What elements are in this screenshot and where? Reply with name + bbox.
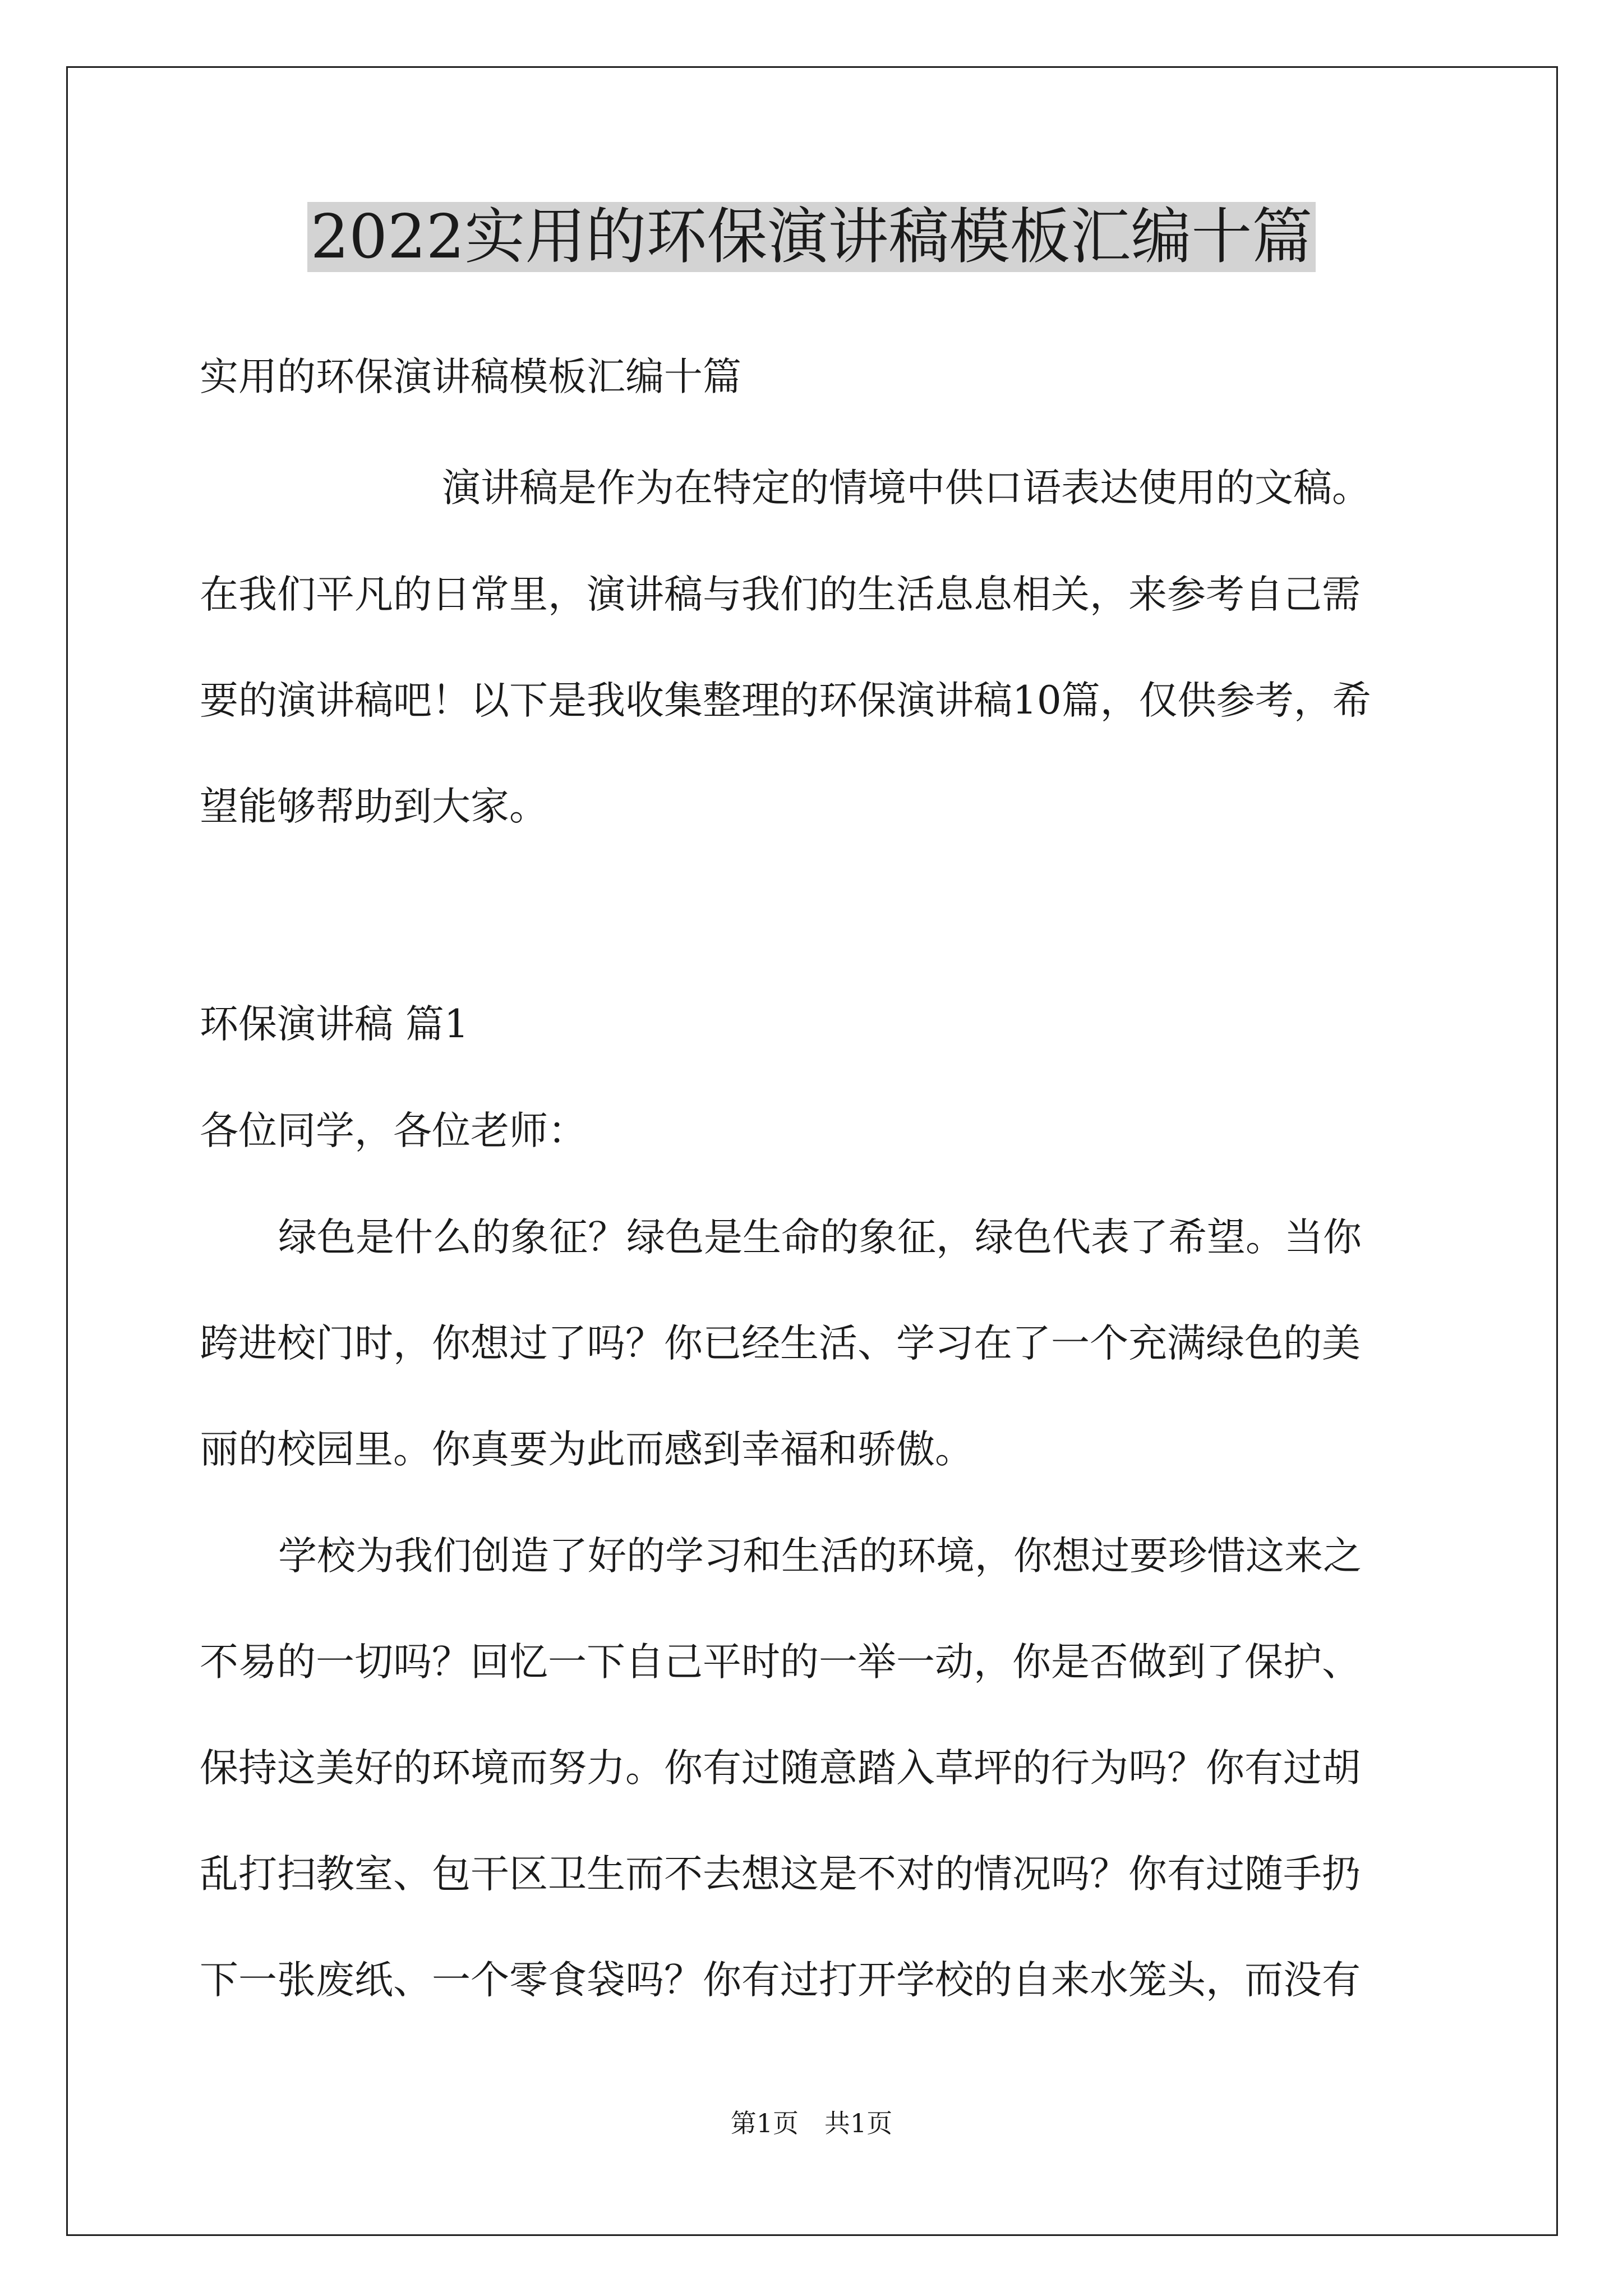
paragraph2-line-2: 不易的一切吗？回忆一下自己平时的一举一动，你是否做到了保护、 — [200, 1640, 1361, 1685]
intro-line-1: 演讲稿是作为在特定的情境中供口语表达使用的文稿。 — [442, 466, 1371, 510]
paragraph2-line-1: 学校为我们创造了好的学习和生活的环境，你想过要珍惜这来之 — [278, 1534, 1362, 1579]
intro-line-3: 要的演讲稿吧！以下是我收集整理的环保演讲稿10篇，仅供参考，希 — [200, 678, 1371, 723]
paragraph2-line-5: 下一张废纸、一个零食袋吗？你有过打开学校的自来水笼头，而没有 — [200, 1958, 1361, 2003]
paragraph1-line-2: 跨进校门时，你想过了吗？你已经生活、学习在了一个充满绿色的美 — [200, 1321, 1361, 1366]
paragraph2-line-3: 保持这美好的环境而努力。你有过随意踏入草坪的行为吗？你有过胡 — [200, 1746, 1361, 1791]
intro-line-4: 望能够帮助到大家。 — [200, 784, 548, 829]
document-title-text: 2022实用的环保演讲稿模板汇编十篇 — [307, 202, 1316, 272]
paragraph1-line-1: 绿色是什么的象征？绿色是生命的象征，绿色代表了希望。当你 — [278, 1215, 1362, 1260]
page-footer: 第1页 共1页 — [730, 2108, 893, 2138]
section-heading: 环保演讲稿 篇1 — [200, 1002, 469, 1047]
salutation: 各位同学，各位老师： — [200, 1108, 587, 1153]
paragraph2-line-4: 乱打扫教室、包干区卫生而不去想这是不对的情况吗？你有过随手扔 — [200, 1852, 1361, 1897]
document-subtitle: 实用的环保演讲稿模板汇编十篇 — [200, 355, 741, 399]
document-title — [0, 195, 1623, 279]
paragraph1-line-3: 丽的校园里。你真要为此而感到幸福和骄傲。 — [200, 1427, 974, 1472]
intro-line-2: 在我们平凡的日常里，演讲稿与我们的生活息息相关，来参考自己需 — [200, 572, 1361, 617]
